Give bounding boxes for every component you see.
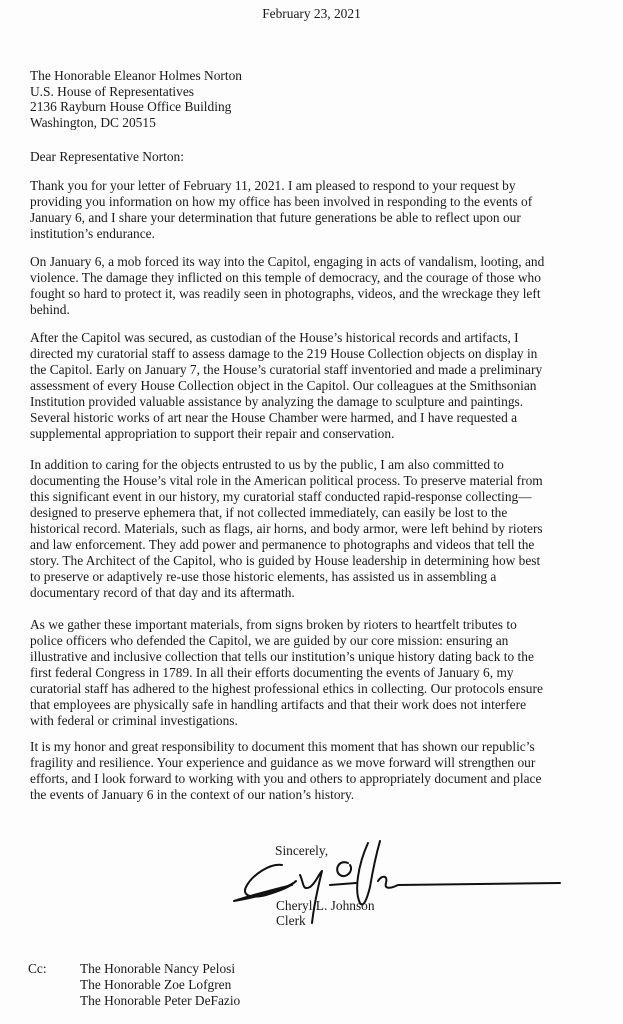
paragraph-line: January 6, and I share your determination that future generations be able to reflect upon our	[30, 210, 521, 225]
paragraph-line: Thank you for your letter of February 11, 2021. I am pleased to respond to your request by	[30, 178, 516, 193]
paragraph-line: On January 6, a mob forced its way into the Capitol, engaging in acts of vandalism, looting, and	[30, 254, 545, 269]
signer-block	[276, 898, 375, 928]
paragraph-line: documentary record of that day and its aftermath.	[30, 585, 295, 600]
paragraph-line: that employees are physically safe in handling artifacts and that their work does not interfere	[30, 697, 527, 712]
paragraph-line: with federal or criminal investigations.	[30, 713, 238, 728]
salutation: Dear Representative Norton:	[30, 149, 184, 164]
paragraph-line: Institution provided valuable assistance by analyzing the damage to sculpture and paintings.	[30, 394, 524, 409]
paragraph-line: providing you information on how my office has been involved in responding to the events of	[30, 194, 533, 209]
paragraph-line: documenting the House’s vital role in the American political process. To preserve material from	[30, 473, 543, 488]
paragraph-6	[30, 739, 610, 803]
paragraph-line: historical record. Materials, such as flags, air horns, and body armor, were left behind by rioters	[30, 521, 543, 536]
recipient-street: 2136 Rayburn House Office Building	[30, 99, 232, 114]
paragraph-line: the events of January 6 in the context of our nation’s history.	[30, 787, 355, 802]
paragraph-line: violence. The damage they inflicted on this temple of democracy, and the courage of those who	[30, 270, 541, 285]
closing: Sincerely,	[275, 843, 329, 858]
paragraph-line: As we gather these important materials, from signs broken by rioters to heartfelt tributes to	[30, 617, 517, 632]
paragraph-line: fought so hard to protect it, was readily seen in photographs, videos, and the wreckage they left	[30, 286, 541, 301]
letter-date: February 23, 2021	[262, 6, 361, 21]
paragraph-line: In addition to caring for the objects entrusted to us by the public, I am also committed to	[30, 457, 504, 472]
paragraph-line: this significant event in our history, my curatorial staff conducted rapid-response collecting—	[30, 489, 532, 504]
paragraph-line: the Capitol. Early on January 7, the House’s curatorial staff inventoried and made a preliminary	[30, 362, 543, 377]
paragraph-line: designed to preserve ephemera that, if not collected immediately, can easily be lost to the	[30, 505, 508, 520]
paragraph-line: After the Capitol was secured, as custodian of the House’s historical records and artifacts, I	[30, 330, 519, 345]
paragraph-line: police officers who defended the Capitol, we are guided by our core mission: ensuring an	[30, 633, 509, 648]
paragraph-line: to preserve or adaptively re-use those historic elements, has assisted us in assembling a	[30, 569, 497, 584]
signer-name: Cheryl L. Johnson	[276, 898, 375, 913]
cc-recipient: The Honorable Peter DeFazio	[80, 993, 241, 1008]
signer-title: Clerk	[276, 913, 306, 928]
recipient-name: The Honorable Eleanor Holmes Norton	[30, 68, 242, 83]
cc-recipient: The Honorable Zoe Lofgren	[80, 977, 232, 992]
cc-block	[28, 961, 240, 1009]
paragraph-1	[30, 178, 610, 242]
cc-recipient: The Honorable Nancy Pelosi	[80, 961, 236, 976]
paragraph-line: story. The Architect of the Capitol, who is guided by House leadership in determining how best	[30, 553, 541, 568]
paragraph-line: illustrative and inclusive collection that tells our institution’s unique history dating back to the	[30, 649, 534, 664]
paragraph-line: It is my honor and great responsibility to document this moment that has shown our republic’s	[30, 739, 535, 754]
cc-label: Cc:	[28, 961, 47, 976]
paragraph-line: directed my curatorial staff to assess damage to the 219 House Collection objects on display in	[30, 346, 538, 361]
paragraph-4	[30, 457, 610, 601]
recipient-city: Washington, DC 20515	[30, 114, 156, 130]
paragraph-line: first federal Congress in 1789. In all their efforts documenting the events of January 6, my	[30, 665, 514, 680]
paragraph-line: fragility and resilience. Your experience and guidance as we move forward will strengthen our	[30, 755, 536, 770]
paragraph-line: assessment of every House Collection object in the Capitol. Our colleagues at the Smithsonian	[30, 378, 537, 393]
paragraph-5	[30, 617, 610, 729]
recipient-office: U.S. House of Representatives	[30, 83, 195, 99]
cc-list	[80, 961, 240, 1009]
paragraph-2	[30, 254, 610, 318]
paragraph-line: institution’s endurance.	[30, 226, 155, 241]
paragraph-line: and law enforcement. They add power and permanence to photographs and videos that tell the	[30, 537, 535, 552]
paragraph-line: behind.	[30, 302, 70, 317]
paragraph-line: Several historic works of art near the House Chamber were harmed, and I have requested a	[30, 410, 518, 425]
paragraph-3	[30, 330, 610, 442]
paragraph-line: supplemental appropriation to support their repair and conservation.	[30, 426, 395, 441]
paragraph-line: curatorial staff has adhered to the highest professional ethics in collecting. Our protocols ensure	[30, 681, 543, 696]
recipient-address	[30, 68, 242, 130]
paragraph-line: efforts, and I look forward to working with you and others to appropriately document and place	[30, 771, 542, 786]
